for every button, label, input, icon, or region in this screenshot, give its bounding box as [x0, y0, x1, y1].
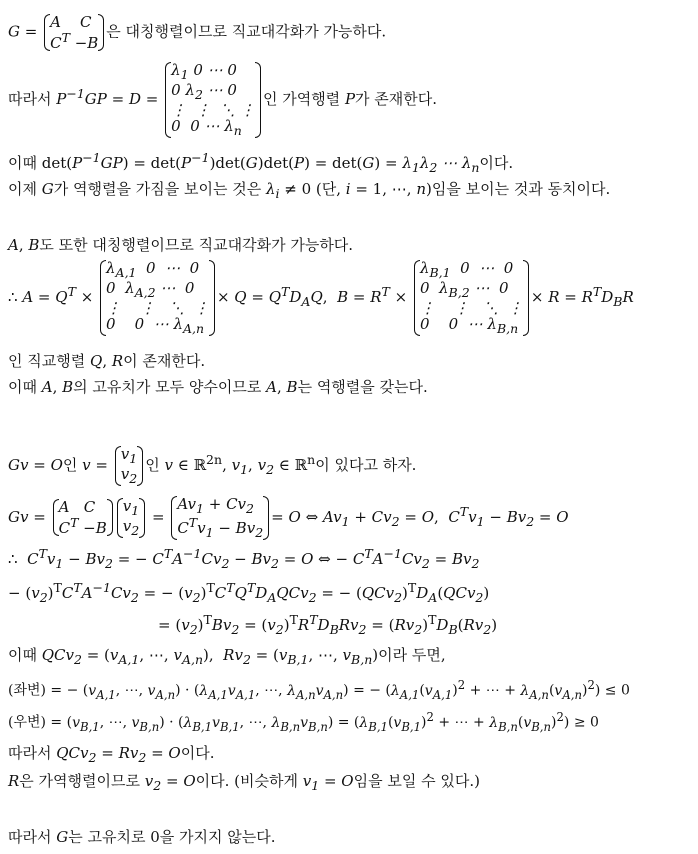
line-7: 인 직교행렬 Q, R이 존재한다.: [8, 352, 206, 370]
line-18: R은 가역행렬이므로 $v_2 = O$이다. (비슷하게 $v_1 = O$임을 보일 수 있다.): [8, 772, 480, 793]
matrix-G: A C $C^T -B$: [44, 14, 104, 51]
vector-v: $v_1$ $v_2$: [115, 446, 143, 486]
line-10: Gv = A C $C^T -B$ $v_1$ $v_2$ = $Av_1 + Cv_2$ $C^Tv_1 - Bv_2$ = O ⇔ $Av_1 + Cv_2 = O$, $C^Tv_1 - Bv_2 = O$: [8, 495, 569, 540]
line-2: 따라서 $P^{-1}GP = D$ = $\lambda_1$ 0 ⋯ 0 0 $\lambda_2$ ⋯ 0 ⋮ ⋮ ⋱ ⋮ 0 0 ⋯ $\lambda_n$ 인 가역행렬 P가 존재한다.: [8, 61, 438, 138]
line-4: 이제 G가 역행렬을 가짐을 보이는 것은 $\lambda_i \ne 0$ (단, i = 1, ⋯, n)임을 보이는 것과 동치이다.: [8, 180, 611, 201]
matrix-D: $\lambda_1$ 0 ⋯ 0 0 $\lambda_2$ ⋯ 0 ⋮ ⋮ ⋱ ⋮ 0 0 ⋯ $\lambda_n$: [165, 62, 261, 138]
line-8: 이때 A, B의 고유치가 모두 양수이므로 A, B는 역행렬을 갖는다.: [8, 378, 428, 396]
line-17: 따라서 $QCv_2 = Rv_2 = O$이다.: [8, 744, 215, 765]
line-3: 이때 $\det(P^{-1}GP) = \det(P^{-1})\det(G)\det(P) = \det(G) = \lambda_1\lambda_2$ ⋯ $\lambda_n$이다.: [8, 150, 514, 175]
matrix-DA: $\lambda_{A,1}$ 0 ⋯ 0 0 $\lambda_{A,2}$ ⋯ 0 ⋮ ⋮ ⋱ ⋮ 0 0 ⋯ $\lambda_{A,n}$: [100, 260, 215, 336]
line-11: ∴ $C^Tv_1 - Bv_2$ = − $C^TA^{-1}Cv_2 - Bv_2 = O$ ⇔ − $C^TA^{-1}Cv_2 = Bv_2$: [8, 546, 480, 571]
line-14: 이때 $QCv_2 = (v_{A,1}$, ⋯, $v_{A,n}$), $Rv_2 = (v_{B,1}$, ⋯, $v_{B,n}$)이라 두면,: [8, 646, 446, 667]
line-9: Gv = O인 v = $v_1$ $v_2$ 인 v ∈ ℝ$^{2n}$, $v_1$, $v_2$ ∈ ℝ$^n$이 있다고 하자.: [8, 445, 417, 486]
matrix-DB: $\lambda_{B,1}$ 0 ⋯ 0 0 $\lambda_{B,2}$ ⋯ 0 ⋮ ⋮ ⋱ ⋮ 0 0 ⋯ $\lambda_{B,n}$: [414, 260, 529, 336]
line-1: G = A C $C^T -B$ 은 대칭행렬이므로 직교대각화가 가능하다.: [8, 13, 387, 52]
line-16: (우변) = ($v_{B,1}$, ⋯, $v_{B,n}) \cdot (\lambda_{B,1}v_{B,1}$, ⋯, $\lambda_{B,n}v_{B,n}) = (\lambda_{B,1}(v_{B,1})^2$ + ⋯ + $\lambda_{B,n}(v_{B,n})^2) \ge 0$: [8, 710, 599, 734]
line-13: = $(v_2)^TBv_2 = (v_2)^TR^TD_BRv_2 = (Rv_2)^TD_B(Rv_2)$: [158, 612, 498, 637]
line-12: − $(v_2)^TC^TA^{-1}Cv_2$ = − $(v_2)^TC^TQ^TD_AQCv_2$ = − $(QCv_2)^TD_A(QCv_2)$: [8, 580, 490, 605]
line-15: (좌변) = − ($v_{A,1}$, ⋯, $v_{A,n}) \cdot (\lambda_{A,1}v_{A,1}$, ⋯, $\lambda_{A,n}v_{A,n}$) = − ($\lambda_{A,1}(v_{A,1})^2$ + ⋯ + $\lambda_{A,n}(v_{A,n})^2) \le 0$: [8, 678, 630, 702]
line-19: 따라서 G는 고유치로 0을 가지지 않는다.: [8, 828, 276, 846]
line-5: A, B도 또한 대칭행렬이므로 직교대각화가 가능하다.: [8, 236, 354, 254]
line-6: ∴ $A = Q^T$ × $\lambda_{A,1}$ 0 ⋯ 0 0 $\lambda_{A,2}$ ⋯ 0 ⋮ ⋮ ⋱ ⋮ 0 0 ⋯ $\lambda_{A,n}$ × $Q = Q^TD_AQ$, $B = R^T$ × $\lambda_{B,1}$ 0 ⋯ 0 0 $\lambda_{B,2}$ ⋯ 0 ⋮ ⋮ ⋱ ⋮ 0 0 ⋯ $\lambda_{B,n}$ × $R = R^TD_BR$: [8, 259, 634, 336]
